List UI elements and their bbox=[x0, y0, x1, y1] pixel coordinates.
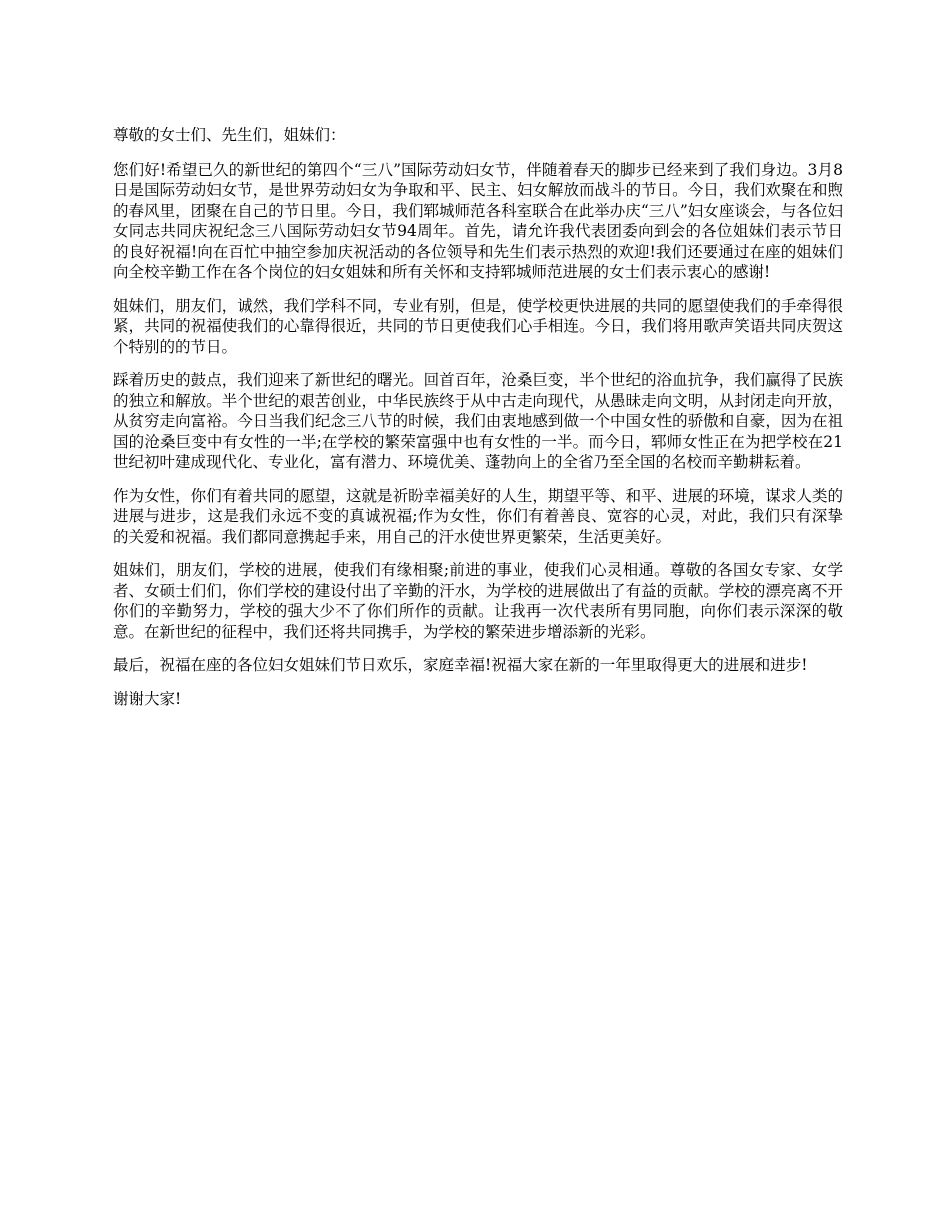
paragraph-wishes: 最后，祝福在座的各位妇女姐妹们节日欢乐，家庭幸福!祝福大家在新的一年里取得更大的进展和进步! bbox=[113, 656, 808, 674]
closing: 谢谢大家! bbox=[113, 689, 182, 708]
salutation: 尊敬的女士们、先生们，姐妹们： bbox=[113, 126, 346, 144]
paragraph-unity: 姐妹们，朋友们，诚然，我们学科不同，专业有别，但是，使学校更快进展的共同的愿望使我们的手牵得很紧，共同的祝福使我们的心靠得很近，共同的节日更使我们心手相连。今日，我们将用歌声笑语共同庆贺这个特别的的节日。 bbox=[113, 296, 843, 356]
document-body bbox=[113, 125, 843, 722]
paragraph-greeting: 您们好!希望已久的新世纪的第四个“三八”国际劳动妇女节，伴随着春天的脚步已经来到了我们身边。3月8日是国际劳动妇女节，是世界劳动妇女为争取和平、民主、妇女解放而战斗的节日。今日，我们欢聚在和煦的春风里，团聚在自己的节日里。今日，我们郓城师范各科室联合在此举办庆“三八”妇女座谈会，与各位妇女同志共同庆祝纪念三八国际劳动妇女节94周年。首先，请允许我代表团委向到会的各位姐妹们表示节日的良好祝福!向在百忙中抽空参加庆祝活动的各位领导和先生们表示热烈的欢迎!我们还要通过在座的姐妹们向全校辛勤工作在各个岗位的妇女姐妹和所有关怀和支持郓城师范进展的女士们表示衷心的感谢! bbox=[113, 160, 843, 281]
paragraph-history: 踩着历史的鼓点，我们迎来了新世纪的曙光。回首百年，沧桑巨变，半个世纪的浴血抗争，我们赢得了民族的独立和解放。半个世纪的艰苦创业，中华民族终于从中古走向现代，从愚昧走向文明，从封闭走向开放，从贫穷走向富裕。今日当我们纪念三八节的时候，我们由衷地感到做一个中国女性的骄傲和自豪，因为在祖国的沧桑巨变中有女性的一半;在学校的繁荣富强中也有女性的一半。而今日，郓师女性正在为把学校在21世纪初叶建成现代化、专业化，富有潜力、环境优美、蓬勃向上的全省乃至全国的名校而辛勤耕耘着。 bbox=[113, 371, 843, 471]
paragraph-womanhood: 作为女性，你们有着共同的愿望，这就是祈盼幸福美好的人生，期望平等、和平、进展的环境，谋求人类的进展与进步，这是我们永远不变的真诚祝福;作为女性，你们有着善良、宽容的心灵，对此，我们只有深挚的关爱和祝福。我们都同意携起手来，用自己的汗水使世界更繁荣，生活更美好。 bbox=[113, 486, 843, 546]
paragraph-thanks: 姐妹们，朋友们，学校的进展，使我们有缘相聚;前进的事业，使我们心灵相通。尊敬的各国女专家、女学者、女硕士们们，你们学校的建设付出了辛勤的汗水，为学校的进展做出了有益的贡献。学校的漂亮离不开你们的辛勤努力，学校的强大少不了你们所作的贡献。让我再一次代表所有男同胞，向你们表示深深的敬意。在新世纪的征程中，我们还将共同携手，为学校的繁荣进步增添新的光彩。 bbox=[113, 561, 843, 641]
